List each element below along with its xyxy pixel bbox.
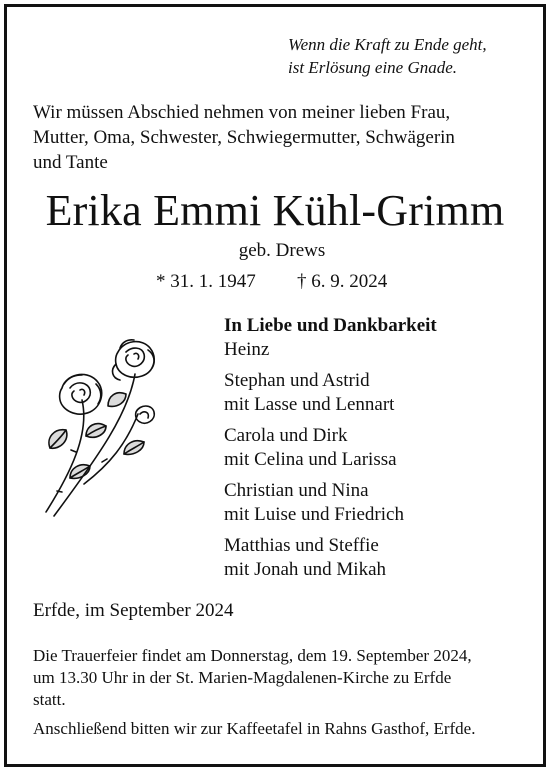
funeral-line-3: statt. [33,690,66,709]
life-dates [156,270,388,294]
intro-line-2: Mutter, Oma, Schwester, Schwiegermutter, Schwägerin [33,127,455,148]
mourner-line: mit Celina und Larissa [224,449,397,470]
death-date: † 6. 9. 2024 [297,271,388,292]
motto-line-1: Wenn die Kraft zu Ende geht, [288,35,487,54]
birth-name: geb. Drews [238,240,326,261]
mourner-line: mit Lasse und Lennart [224,394,395,415]
intro-line-1: Wir müssen Abschied nehmen von meiner lieben Frau, [33,102,451,123]
mourner-line: Heinz [224,339,270,360]
mourners-list [224,314,437,582]
mourner-line: mit Luise und Friedrich [224,504,404,525]
reception-note: Anschließend bitten wir zur Kaffeetafel in Rahns Gasthof, Erfde. [33,719,476,738]
mourner-line: Christian und Nina [224,480,369,501]
rose-bloom-bottom [60,374,102,414]
mourner-group [224,369,437,417]
mourner-line: Carola und Dirk [224,425,348,446]
mourner-group [224,534,437,582]
mourners-heading: In Liebe und Dankbarkeit [224,315,437,336]
motto-verse [288,33,487,79]
rose-bloom-top [113,340,155,380]
place-and-date: Erfde, im September 2024 [33,600,234,621]
birth-date: * 31. 1. 1947 [156,271,256,292]
deceased-name: Erika Emmi Kühl-Grimm [45,186,505,235]
mourner-line: Stephan und Astrid [224,370,370,391]
farewell-intro [33,100,523,175]
funeral-line-2: um 13.30 Uhr in der St. Marien-Magdalenen-Kirche zu Erfde [33,668,452,687]
mourner-group [224,479,437,527]
motto-line-2: ist Erlösung eine Gnade. [288,58,458,77]
mourner-group [224,338,437,362]
mourner-group [224,424,437,472]
mourner-line: Matthias und Steffie [224,535,379,556]
funeral-line-1: Die Trauerfeier findet am Donnerstag, dem 19. September 2024, [33,646,472,665]
intro-line-3: und Tante [33,152,108,173]
mourner-line: mit Jonah und Mikah [224,559,387,580]
funeral-announcement [33,645,533,711]
rose-illustration [40,334,170,519]
